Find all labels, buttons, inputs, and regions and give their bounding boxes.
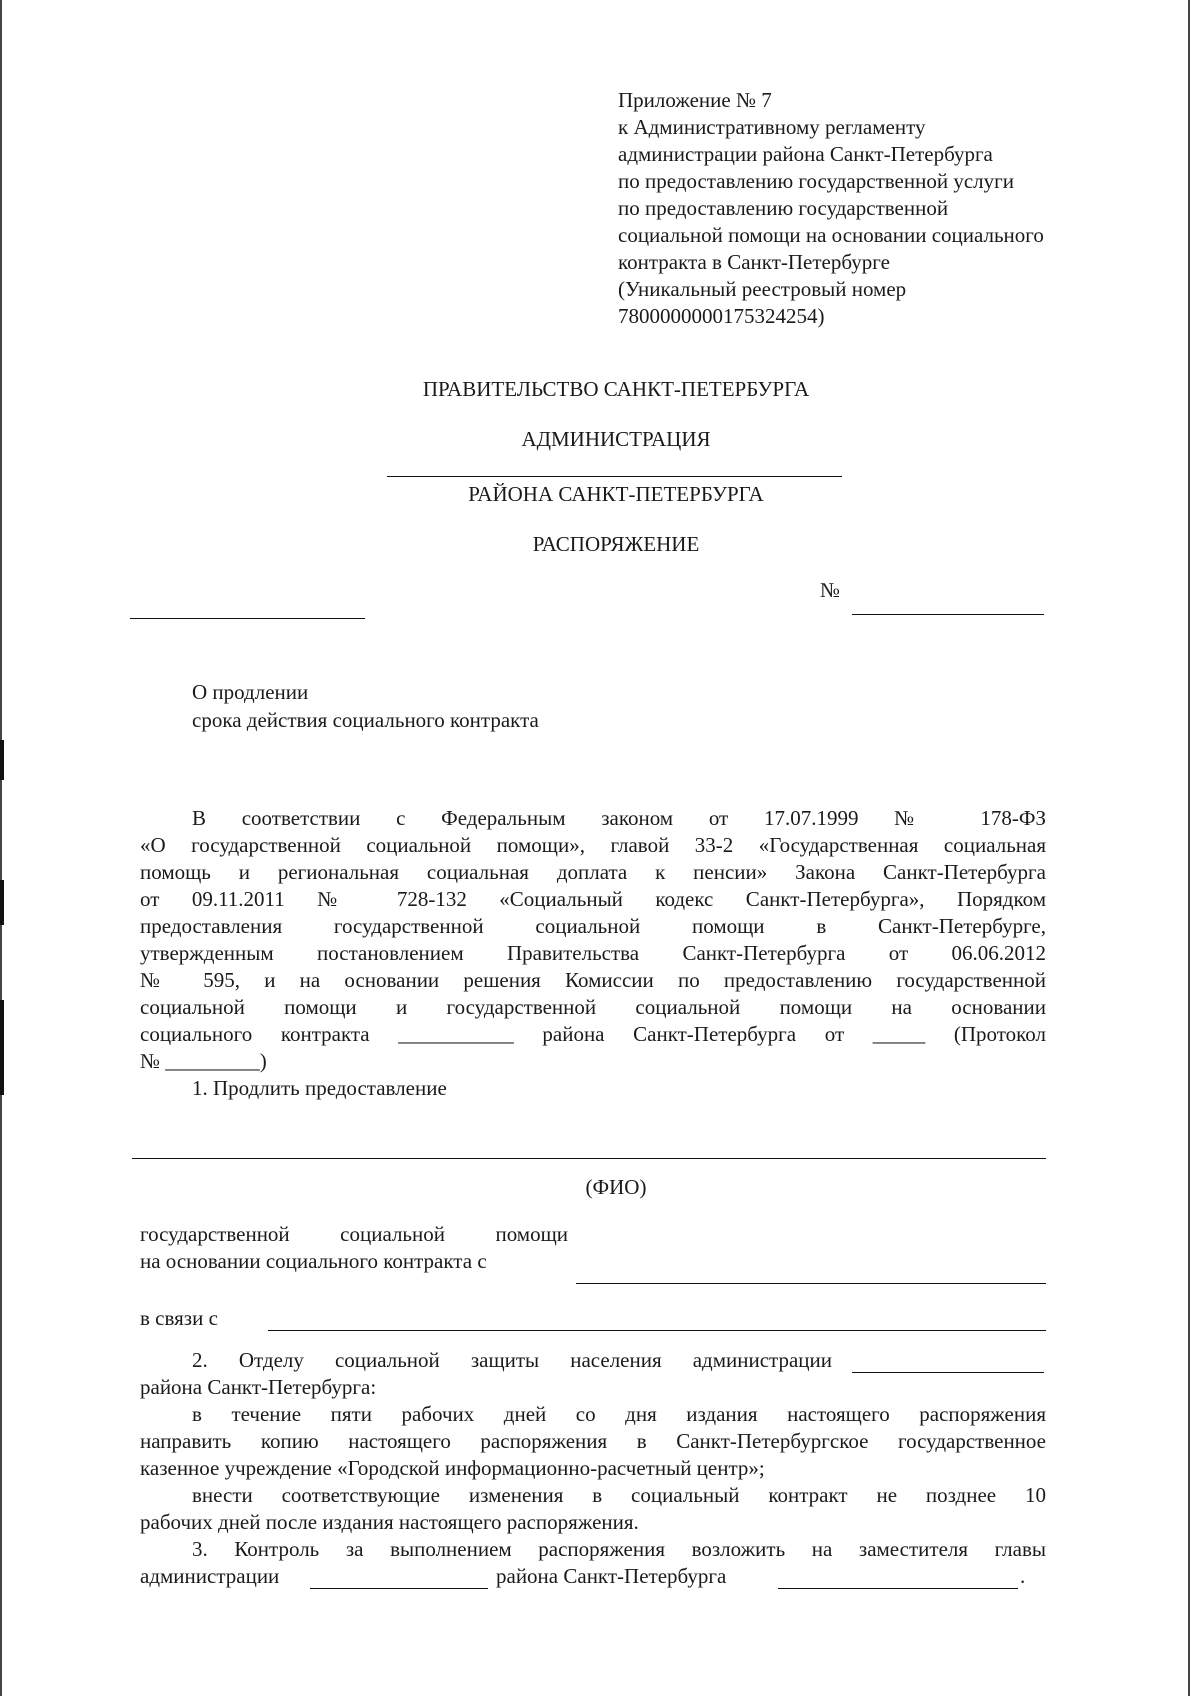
item-2-paragraph-line: казенное учреждение «Городской информационно-расчетный центр»; <box>140 1456 765 1480</box>
scan-mark <box>0 740 4 780</box>
reason-label: в связи с <box>140 1306 218 1330</box>
annex-line: к Административному регламенту <box>618 115 926 139</box>
item-3-admin-label: администрации <box>140 1564 280 1588</box>
item-3-line: 3. Контроль за выполнением распоряжения возложить на заместителя главы <box>192 1537 1046 1561</box>
deputy-head-blank <box>778 1588 1018 1589</box>
annex-line: администрации района Санкт-Петербурга <box>618 142 993 166</box>
item-2-line: района Санкт-Петербурга: <box>140 1375 377 1399</box>
preamble-line: предоставления государственной социальной помощи в Санкт-Петербурге, <box>140 914 1046 938</box>
preamble-line: социальной помощи и государственной социальной помощи на основании <box>140 995 1046 1019</box>
department-blank <box>852 1372 1044 1373</box>
subject-line: срока действия социального контракта <box>192 708 539 732</box>
fio-blank <box>132 1158 1046 1159</box>
item-2-line: 2. Отделу социальной защиты населения администрации <box>192 1348 832 1372</box>
preamble-line: В соответствии с Федеральным законом от 17.07.1999 № 178-ФЗ <box>192 806 1046 830</box>
annex-line: (Уникальный реестровый номер <box>618 277 907 301</box>
contract-date-blank <box>576 1283 1046 1284</box>
item-2-paragraph-line: в течение пяти рабочих дней со дня издания настоящего распоряжения <box>192 1402 1046 1426</box>
assistance-line: государственной социальной помощи <box>140 1222 568 1246</box>
document-type: РАСПОРЯЖЕНИЕ <box>532 532 700 556</box>
number-sign: № <box>820 578 841 602</box>
item-2-paragraph-line: внести соответствующие изменения в социальный контракт не позднее 10 <box>192 1483 1046 1507</box>
annex-line: по предоставлению государственной услуги <box>618 169 1014 193</box>
fio-caption: (ФИО) <box>585 1175 647 1199</box>
administration-title: АДМИНИСТРАЦИЯ <box>521 427 711 451</box>
annex-block <box>618 87 1044 330</box>
district-name-blank <box>387 476 842 477</box>
district-title: РАЙОНА САНКТ-ПЕТЕРБУРГА <box>468 482 764 506</box>
item-3-end: . <box>1020 1564 1026 1588</box>
protocol-number: № _________) <box>140 1049 267 1073</box>
annex-line: Приложение № 7 <box>618 88 772 112</box>
order-number-blank <box>852 614 1044 615</box>
scan-mark <box>0 1000 4 1095</box>
annex-line: по предоставлению государственной <box>618 196 949 220</box>
preamble-line: от 09.11.2011 № 728-132 «Социальный кодекс Санкт-Петербурга», Порядком <box>140 887 1046 911</box>
preamble-line: социального контракта ___________ района Санкт-Петербурга от _____ (Протокол <box>140 1022 1046 1046</box>
left-scan-edge <box>0 0 2 1696</box>
preamble-line: «О государственной социальной помощи», главой 33-2 «Государственная социальная <box>140 833 1046 857</box>
preamble-line: утвержденным постановлением Правительства Санкт-Петербурга от 06.06.2012 <box>140 941 1046 965</box>
item-2-paragraph-line: направить копию настоящего распоряжения в Санкт-Петербургское государственное <box>140 1429 1046 1453</box>
annex-line: 7800000000175324254) <box>618 304 825 328</box>
annex-line: социальной помощи на основании социального <box>618 223 1044 247</box>
preamble-line: помощь и региональная социальная доплата к пенсии» Закона Санкт-Петербурга <box>140 860 1046 884</box>
scan-mark <box>0 880 4 925</box>
item-3-district-label: района Санкт-Петербурга <box>496 1564 727 1588</box>
item-2-paragraph-line: рабочих дней после издания настоящего распоряжения. <box>140 1510 639 1534</box>
item-1-text: 1. Продлить предоставление <box>192 1076 447 1100</box>
preamble-line: № 595, и на основании решения Комиссии по предоставлению государственной <box>140 968 1046 992</box>
assistance-line: на основании социального контракта с <box>140 1249 487 1273</box>
subject-line: О продлении <box>192 680 309 704</box>
right-scan-edge <box>1188 0 1190 1696</box>
reason-blank <box>268 1330 1046 1331</box>
government-title: ПРАВИТЕЛЬСТВО САНКТ-ПЕТЕРБУРГА <box>422 377 810 401</box>
district-blank <box>310 1588 488 1589</box>
order-date-blank <box>130 618 365 619</box>
annex-line: контракта в Санкт-Петербурге <box>618 250 890 274</box>
